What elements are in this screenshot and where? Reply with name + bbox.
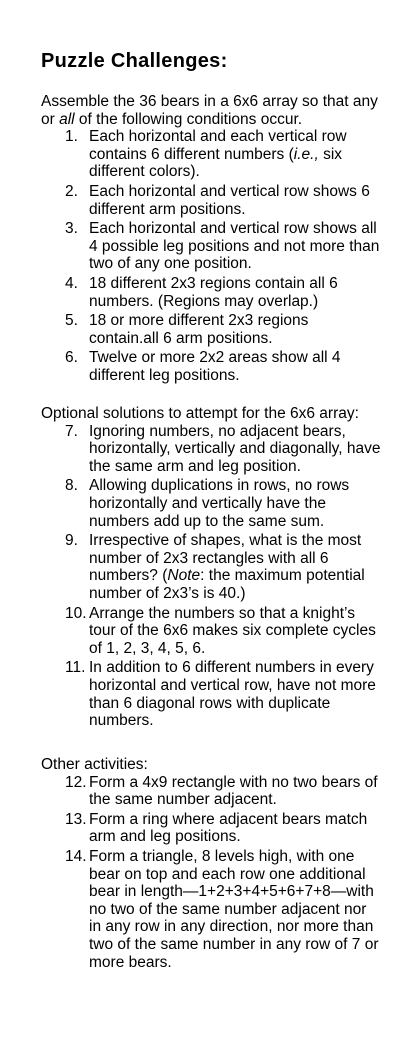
list-item [41,477,381,530]
list-item-text-part: Arrange the numbers so that a knight’s tour of the 6x6 makes six complete cycles of 1, 2, 3, 4, 5, 6. [89,604,376,657]
other-list [41,774,381,972]
list-item-text [89,774,381,809]
list-item-text-part: 18 or more different 2x3 regions contain.all 6 arm positions. [89,312,309,347]
intro-text-italic: all [59,110,75,128]
list-item-text-part: Allowing duplications in rows, no rows horizontally and vertically have the numbers add up to the same sum. [89,477,350,530]
list-item-number: 5. [65,312,78,330]
list-item [41,659,381,729]
list-item-text-part: Ignoring numbers, no adjacent bears, horizontally, vertically and diagonally, have the same arm and leg position. [89,422,381,475]
intro-text-part-1: Assemble the 36 bears in a 6x6 array so that any or [41,93,378,128]
list-item-number: 11. [65,659,86,677]
list-item [41,423,381,476]
list-item-number: 3. [65,220,78,238]
list-item-text-italic: Note [167,567,201,585]
list-item [41,128,381,181]
list-item-text-part: Form a 4x9 rectangle with no two bears of the same number adjacent. [89,773,378,809]
optional-list [41,423,381,730]
intro-text-part-2: of the following conditions occur. [74,110,303,128]
list-item-text-part: Each horizontal and vertical row shows all 4 possible leg positions and not more than two of any one position. [89,220,380,273]
list-item-text [89,477,381,530]
list-item-text [89,275,381,310]
list-item-number: 14. [65,847,87,865]
list-item-text-part: : the maximum potential number of 2x3’s is 40.) [89,567,365,602]
list-item-text-part: Each horizontal and each vertical row contains 6 different numbers ( [89,128,347,163]
list-item-text-part: Irrespective of shapes, what is the most number of 2x3 rectangles with all 6 numbers? ( [89,532,362,585]
other-heading: Other activities: [41,756,148,773]
list-item [41,811,381,846]
list-item-text-italic: i.e., [293,145,319,163]
intro-section [41,93,381,387]
list-item-text-part: Twelve or more 2x2 areas show all 4 different leg positions. [89,349,341,384]
list-item [41,774,381,809]
list-item [41,848,381,971]
list-item-number: 4. [65,274,78,292]
list-item [41,532,381,602]
list-item-number: 9. [65,532,78,550]
list-item-text-part: Each horizontal and vertical row shows 6 different arm positions. [89,182,370,218]
page-title: Puzzle Challenges: [41,50,228,72]
list-item-number: 7. [65,422,78,440]
list-item-text [89,605,381,658]
list-item-text-part: six different colors). [89,145,343,181]
optional-section [41,405,381,732]
list-item-text [89,659,381,729]
list-item-text-part: Form a triangle, 8 levels high, with one bear on top and each row one additional bear in length—1+2+3+4+5+6+7+8—with no two of the same number adjacent nor in any row in any direction, nor more than two of the same number in any row of 7 or more bears. [89,847,379,971]
list-item-number: 6. [65,349,78,367]
list-item-text-part: In addition to 6 different numbers in every horizontal and vertical row, have not more than 6 diagonal rows with duplicate numbers. [89,659,376,730]
intro-paragraph [41,93,381,128]
list-item-text [89,183,381,218]
list-item-number: 2. [65,182,78,200]
list-item-text [89,312,381,347]
list-item-text [89,349,381,384]
optional-heading: Optional solutions to attempt for the 6x6 array: [41,405,359,422]
list-item [41,349,381,384]
list-item-text-part: Form a ring where adjacent bears match arm and leg positions. [89,810,368,846]
list-item-text [89,128,381,181]
list-item-number: 12. [65,773,87,791]
list-item-text [89,811,381,846]
list-item [41,312,381,347]
list-item-text [89,423,381,476]
list-item-number: 13. [65,810,87,828]
list-item-number: 8. [65,477,78,495]
list-item [41,183,381,218]
conditions-list [41,128,381,384]
list-item-number: 1. [65,128,78,146]
other-section [41,756,381,973]
list-item [41,605,381,658]
list-item [41,220,381,273]
list-item [41,275,381,310]
list-item-number: 10. [65,604,87,622]
list-item-text-part: 18 different 2x3 regions contain all 6 numbers. (Regions may overlap.) [89,274,338,310]
list-item-text [89,220,381,273]
list-item-text [89,532,381,602]
list-item-text [89,848,381,971]
